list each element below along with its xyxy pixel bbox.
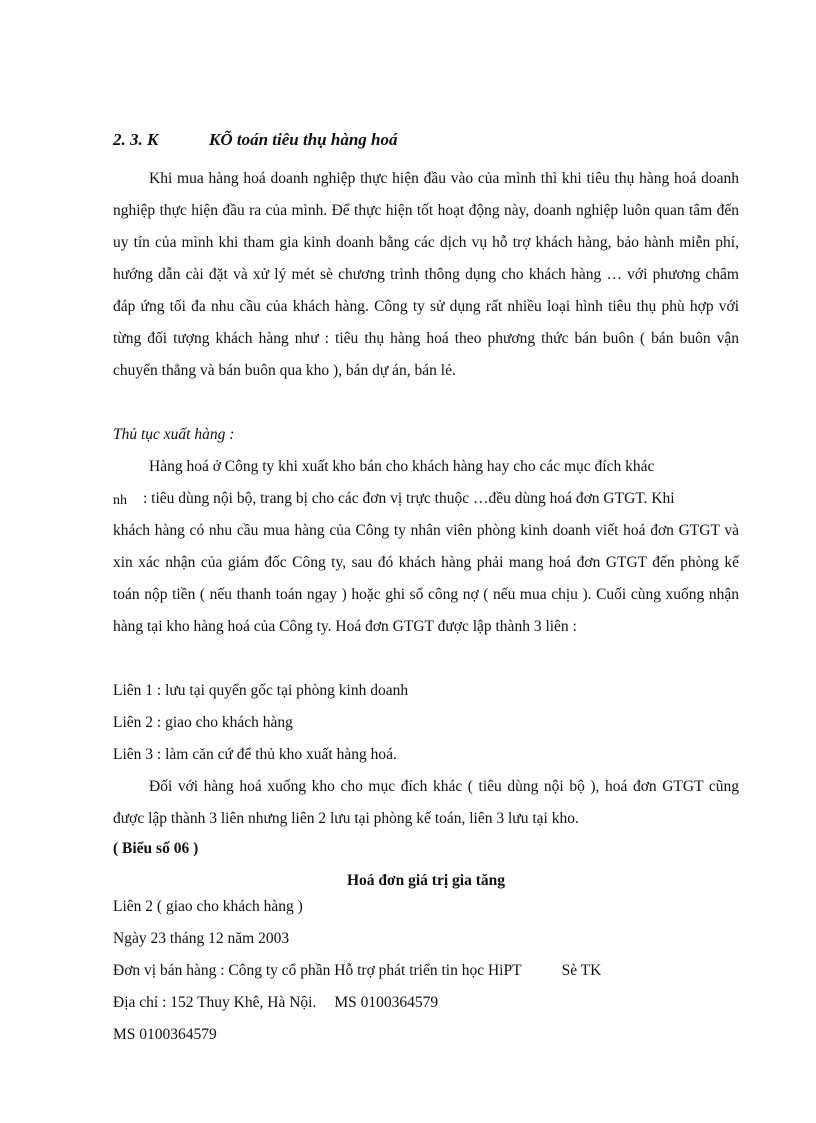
copy-line-3: Liên 3 : làm căn cứ để thủ kho xuất hàng hoá. [113,746,397,763]
section-heading [113,130,398,150]
invoice-title: Hoá đơn giá trị gia tăng [347,872,505,889]
invoice-address-row [113,987,438,1019]
section-title: KÕ toán tiêu thụ hàng hoá [209,130,398,149]
section-number: 2. 3. K [113,130,159,149]
paragraph-internal-use: Đối với hàng hoá xuống kho cho mục đích khác ( tiêu dùng nội bộ ), hoá đơn GTGT cũng được lập thành 3 liên nhưng liên 2 lưu tại phòng kế toán, liên 3 lưu tại kho. [113,778,739,827]
invoice-address: Địa chỉ : 152 Thuy Khê, Hà Nội. [113,994,317,1011]
invoice-account-no: Sè TK [561,962,602,979]
invoice-copy: Liên 2 ( giao cho khách hàng ) [113,898,303,915]
invoice-date: Ngày 23 tháng 12 năm 2003 [113,930,290,947]
paragraph-export-line1: Hàng hoá ở Công ty khi xuất kho bán cho khách hàng hay cho các mục đích khác [149,458,655,475]
invoice-seller: Đơn vị bán hàng : Công ty cổ phần Hỗ trợ phát triển tin học HiPT [113,962,522,979]
copy-line-1: Liên 1 : lưu tại quyển gốc tại phòng kinh doanh [113,682,409,699]
paragraph-export-rest: khách hàng có nhu cầu mua hàng của Công ty nhân viên phòng kinh doanh viết hoá đơn GTGT và xin xác nhận của giám đốc Công ty, sau đó khách hàng phải mang hoá đơn GTGT đến phòng kế toán nộp tiền ( nếu thanh toán ngay ) hoặc ghi sổ công nợ ( nếu mua chịu ). Cuối cùng xuống nhận hàng tại kho hàng hoá của Công ty. Hoá đơn GTGT được lập thành 3 liên : [113,522,739,635]
form-label: ( Biểu số 06 ) [113,840,199,857]
paragraph-export-line2: : tiêu dùng nội bộ, trang bị cho các đơn vị trực thuộc …đều dùng hoá đơn GTGT. Khi [143,490,675,507]
invoice-tax-code: MS 0100364579 [113,1026,217,1043]
paragraph-export-nh: nh [113,493,127,508]
procedure-title: Thủ tục xuất hàng : [113,426,235,443]
paragraph-sales-intro: Khi mua hàng hoá doanh nghiệp thực hiện đầu vào của mình thì khi tiêu thụ hàng hoá doanh nghiệp thực hiện đầu ra của mình. Để thực hiện tốt hoạt động này, doanh nghiệp luôn quan tâm đến uy tín của mình khi tham gia kinh doanh bằng các dịch vụ hỗ trợ khách hàng, bảo hành miễn phí, hướng dẫn cài đặt và xử lý mét sè chương trình thông dụng cho khách hàng … với phương châm đáp ứng tối đa nhu cầu của khách hàng. Công ty sử dụng rất nhiều loại hình tiêu thụ phù hợp với từng đối tượng khách hàng như : tiêu thụ hàng hoá theo phương thức bán buôn ( bán buôn vận chuyển thẳng và bán buôn qua kho ), bán dự án, bán lẻ. [113,170,739,379]
copy-line-2: Liên 2 : giao cho khách hàng [113,714,293,731]
invoice-seller-row [113,955,601,987]
invoice-address-tax: MS 0100364579 [334,994,439,1011]
